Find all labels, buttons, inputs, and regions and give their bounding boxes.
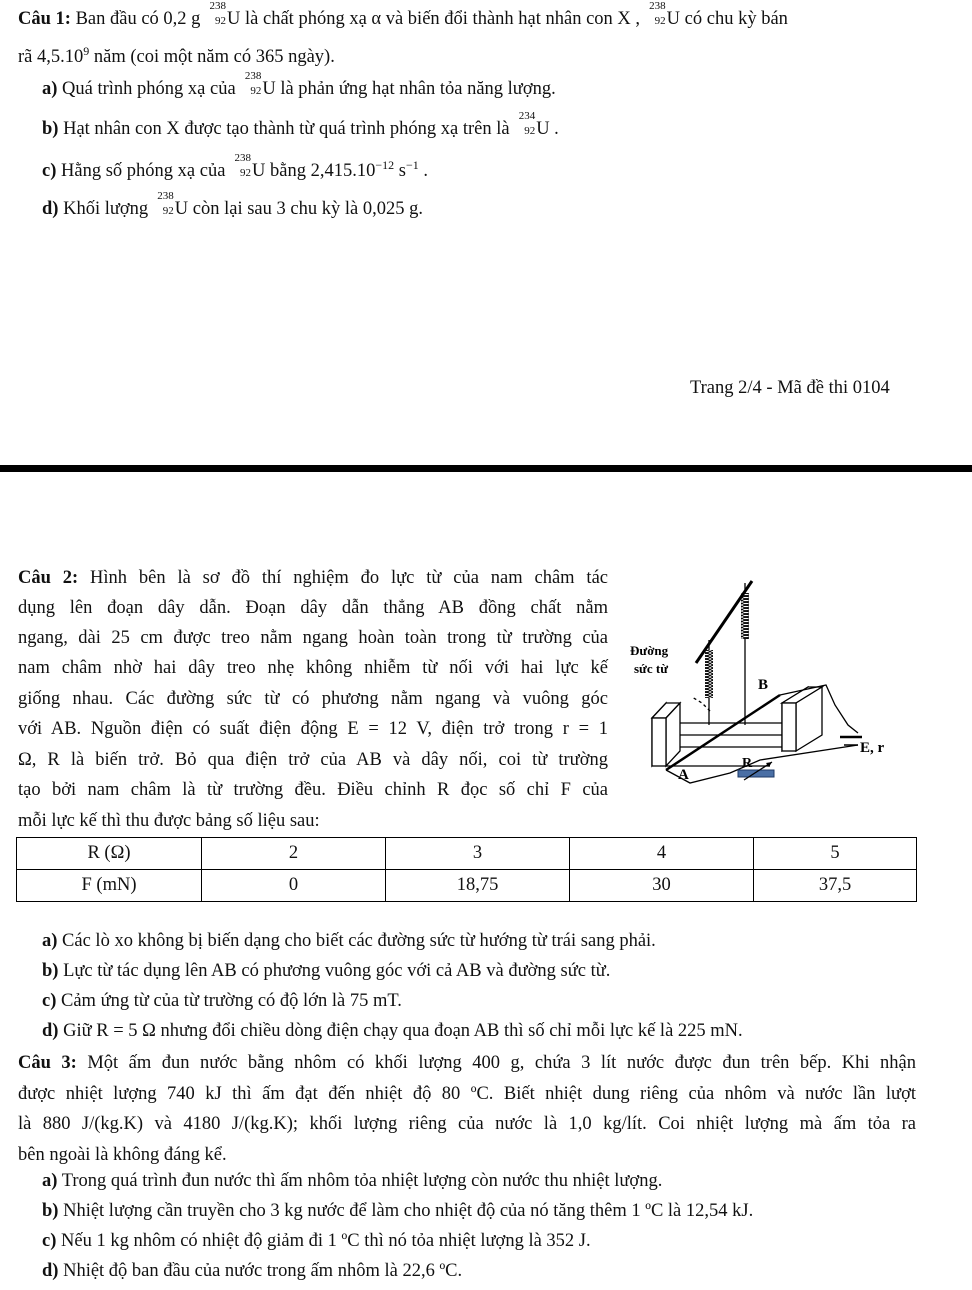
left-spring-icon: [705, 640, 721, 725]
q1-label: Câu 1:: [18, 9, 71, 29]
q2-item-c: c) Cảm ứng từ của từ trường có độ lớn là 75 mT.: [42, 991, 402, 1011]
page-divider: [0, 465, 972, 472]
q2-line-3: nam châm nhờ hai dây treo nhẹ không nhiễm từ nối với hai lực kế: [18, 658, 608, 678]
label-B: B: [758, 677, 769, 693]
table-header: R (Ω): [17, 838, 202, 870]
u238-symbol: 238 92: [209, 0, 227, 27]
q3-line-last: bên ngoài là không đáng kể.: [18, 1145, 227, 1165]
q2-line-0: Câu 2: Hình bên là sơ đồ thí nghiệm đo lực từ của nam châm tác: [18, 568, 608, 588]
label-A: A: [678, 767, 689, 783]
conductor-AB: [666, 695, 780, 770]
q3-item-b: b) Nhiệt lượng cần truyền cho 3 kg nước để làm cho nhiệt độ của nó tăng thêm 1 ºC là 12,54 kJ.: [42, 1201, 754, 1221]
q3-line-1: được nhiệt lượng 740 kJ thì ấm đạt đến nhiệt độ 80 ºC. Biết nhiệt dung riêng của nhôm và nước lần lượt: [18, 1084, 916, 1104]
label-E-r: E, r: [860, 740, 885, 756]
u238-symbol: 238 92: [234, 152, 252, 179]
field-label: sức từ: [634, 661, 669, 676]
page-footer: Trang 2/4 - Mã đề thi 0104: [690, 378, 890, 398]
u234-symbol: 234 92: [518, 110, 536, 137]
q2-line-7: tạo bởi nam châm là từ trường đều. Điều chỉnh R đọc số chỉ F của: [18, 780, 608, 800]
field-pointer: [692, 697, 710, 711]
magnet-left-pole: [652, 703, 680, 766]
q1-item-d: d) Khối lượng 238 92 U còn lại sau 3 chu kỳ là 0,025 g.: [42, 190, 423, 219]
u238-symbol: 238 92: [157, 190, 174, 217]
q3-item-a: a) Trong quá trình đun nước thì ấm nhôm tỏa nhiệt lượng còn nước thu nhiệt lượng.: [42, 1171, 663, 1191]
q1-item-a: a) Quá trình phóng xạ của 238 92 U là phản ứng hạt nhân tỏa năng lượng.: [42, 70, 556, 99]
label-R: R: [742, 756, 753, 771]
q3-item-c: c) Nếu 1 kg nhôm có nhiệt độ giảm đi 1 ºC thì nó tỏa nhiệt lượng là 352 J.: [42, 1231, 591, 1251]
u238-symbol: 238 92: [244, 70, 262, 97]
q2-line-2: ngang, dài 25 cm được treo nằm ngang hoàn toàn trong từ trường của: [18, 628, 608, 648]
table-header: F (mN): [17, 870, 202, 902]
q3-item-d: d) Nhiệt độ ban đầu của nước trong ấm nhôm là 22,6 ºC.: [42, 1261, 463, 1281]
q2-line-5: với AB. Nguồn điện có suất điện động E = 12 V, điện trở trong r = 1: [18, 719, 608, 739]
q3-line-2: là 880 J/(kg.K) và 4180 J/(kg.K); khối lượng riêng của nước là 1,0 kg/lít. Coi nhiệt lượng mà ấm tỏa ra: [18, 1114, 916, 1134]
field-label: Đường: [630, 643, 669, 658]
magnet-right-pole: [782, 687, 822, 751]
right-spring-icon: [741, 583, 749, 725]
table-row: R (Ω) 2 3 4 5: [17, 838, 917, 870]
q2-line-last: mỗi lực kế thì thu được bảng số liệu sau:: [18, 811, 320, 831]
q2-item-b: b) Lực từ tác dụng lên AB có phương vuông góc với cả AB và đường sức từ.: [42, 961, 611, 981]
rheostat-icon: [738, 770, 774, 777]
q2-item-a: a) Các lò xo không bị biến dạng cho biết các đường sức từ hướng từ trái sang phải.: [42, 931, 656, 951]
q1-item-b: b) Hạt nhân con X được tạo thành từ quá trình phóng xạ trên là 234 92 U .: [42, 110, 559, 139]
u238-symbol: 238 92: [649, 0, 666, 27]
q1-line1: Câu 1: Ban đầu có 0,2 g 238 92 U là chất phóng xạ α và biến đổi thành hạt nhân con X , 238 92 U có chu kỳ bán: [18, 0, 788, 29]
q3-line-0: Câu 3: Một ấm đun nước bằng nhôm có khối lượng 400 g, chứa 3 lít nước được đun trên bếp. Khi nhận: [18, 1053, 916, 1073]
q2-item-d: d) Giữ R = 5 Ω nhưng đổi chiều dòng điện chạy qua đoạn AB thì số chỉ mỗi lực kế là 225 mN.: [42, 1021, 743, 1041]
data-table: [16, 837, 917, 902]
q2-line-4: giống nhau. Các đường sức từ có phương nằm ngang và vuông góc: [18, 689, 608, 709]
table-row: F (mN) 0 18,75 30 37,5: [17, 870, 917, 902]
q2-line-6: Ω, R là biến trở. Bỏ qua điện trở của AB và dây nối, coi từ trường: [18, 750, 608, 770]
q1-item-c: c) Hằng số phóng xạ của 238 92 U bằng $2,415.10^{-12}$ $s^{-1}$ .: [42, 152, 428, 181]
q2-line-1: dụng lên đoạn dây dẫn. Đoạn dây dẫn thẳng AB đồng chất nằm: [18, 598, 608, 618]
q1-line2: rã 4,5.10$^9$ năm (coi một năm có 365 ngày).: [18, 44, 335, 67]
magnet-experiment-figure: [630, 575, 900, 790]
